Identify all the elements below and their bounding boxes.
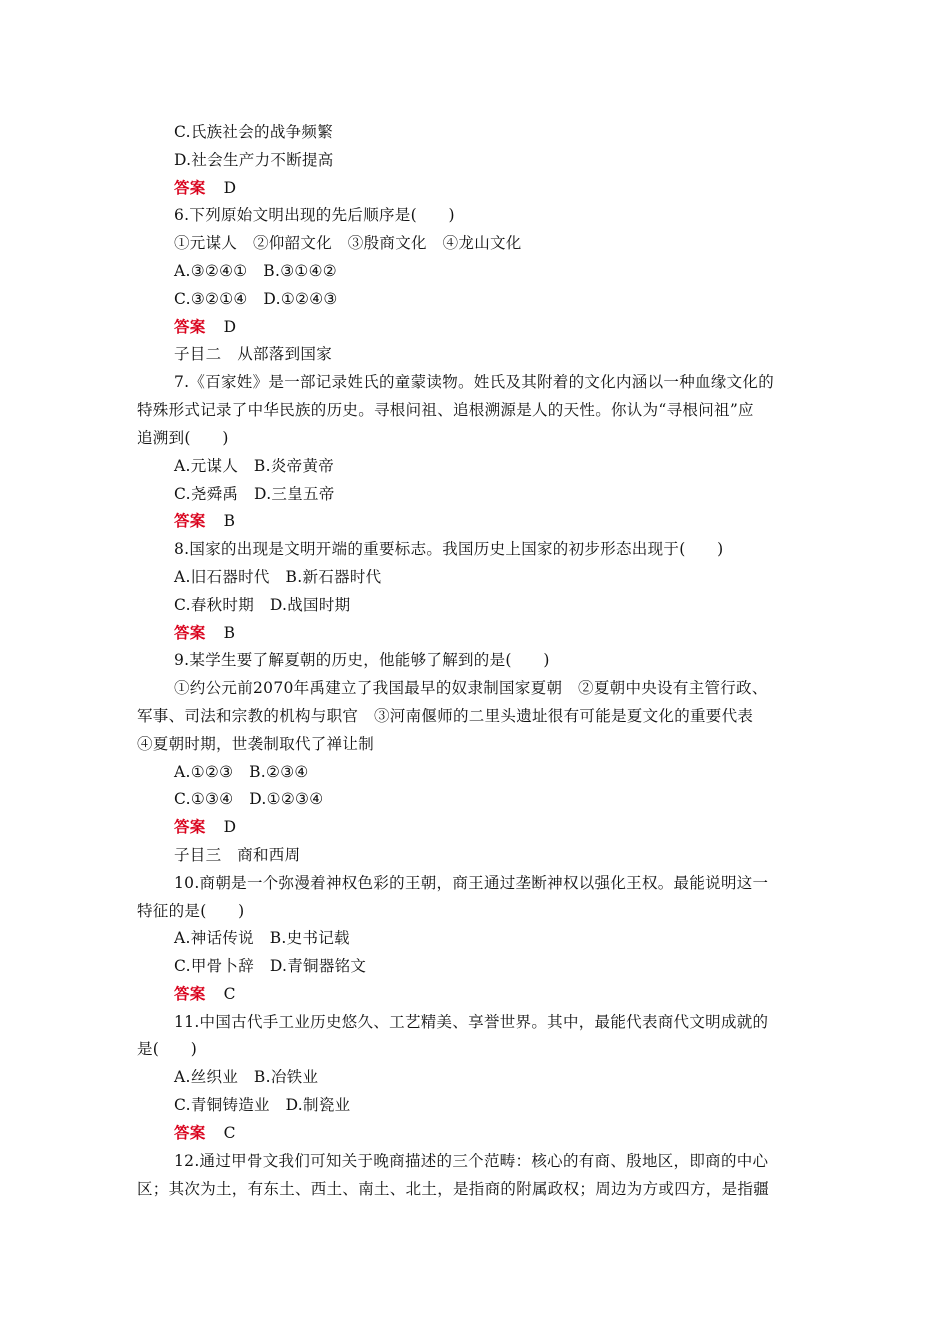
answer-value: B: [223, 512, 236, 530]
answer-label: 答案: [174, 317, 206, 336]
option-line: A.丝织业 B.冶铁业: [174, 1068, 319, 1086]
option-line: A.①②③ B.②③④: [174, 763, 309, 781]
answer-label: 答案: [174, 817, 206, 836]
question-line: 7.《百家姓》是一部记录姓氏的童蒙读物。姓氏及其附着的文化内涵以一种血缘文化的: [174, 373, 774, 391]
question-line: 特殊形式记录了中华民族的历史。寻根问祖、追根溯源是人的天性。你认为“寻根问祖”应: [137, 401, 754, 419]
answer-label: 答案: [174, 178, 206, 197]
section-heading: 子目三 商和西周: [174, 846, 301, 864]
option-line: C.氏族社会的战争频繁: [174, 123, 334, 141]
answer-value: C: [223, 1124, 236, 1142]
option-line: A.旧石器时代 B.新石器时代: [174, 568, 382, 586]
question-line: 6.下列原始文明出现的先后顺序是( ): [174, 206, 455, 224]
question-line: 9.某学生要了解夏朝的历史，他能够了解到的是( ): [174, 651, 550, 669]
option-line: C.③②①④ D.①②④③: [174, 290, 338, 308]
section-heading: 子目二 从部落到国家: [174, 345, 333, 363]
answer-label: 答案: [174, 511, 206, 530]
question-line: 区；其次为土，有东土、西土、南土、北土，是指商的附属政权；周边为方或四方，是指疆: [137, 1180, 770, 1198]
option-line: C.春秋时期 D.战国时期: [174, 596, 351, 614]
question-line: 军事、司法和宗教的机构与职官 ③河南偃师的二里头遗址很有可能是夏文化的重要代表: [137, 707, 754, 725]
answer-line: [174, 817, 236, 837]
question-line: ④夏朝时期，世袭制取代了禅让制: [137, 735, 375, 753]
option-line: D.社会生产力不断提高: [174, 151, 334, 169]
answer-line: [174, 1123, 236, 1143]
answer-value: D: [223, 179, 237, 197]
option-line: C.尧舜禹 D.三皇五帝: [174, 485, 335, 503]
option-line: C.①③④ D.①②③④: [174, 790, 324, 808]
question-line: 8.国家的出现是文明开端的重要标志。我国历史上国家的初步形态出现于( ): [174, 540, 724, 558]
question-line: 11.中国古代手工业历史悠久、工艺精美、享誉世界。其中，最能代表商代文明成就的: [174, 1013, 769, 1031]
question-line: 追溯到( ): [137, 429, 229, 447]
answer-line: [174, 623, 235, 643]
question-line: 12.通过甲骨文我们可知关于晚商描述的三个范畴：核心的有商、殷地区，即商的中心: [174, 1152, 769, 1170]
answer-value: B: [223, 624, 236, 642]
answer-value: C: [223, 985, 236, 1003]
question-line: 特征的是( ): [137, 902, 245, 920]
question-line: 10.商朝是一个弥漫着神权色彩的王朝，商王通过垄断神权以强化王权。最能说明这一: [174, 874, 769, 892]
answer-line: [174, 984, 236, 1004]
option-line: A.③②④① B.③①④②: [174, 262, 338, 280]
answer-line: [174, 511, 235, 531]
option-line: ①元谋人 ②仰韶文化 ③殷商文化 ④龙山文化: [174, 234, 522, 252]
option-line: A.神话传说 B.史书记载: [174, 929, 350, 947]
option-line: C.青铜铸造业 D.制瓷业: [174, 1096, 351, 1114]
answer-label: 答案: [174, 984, 206, 1003]
answer-line: [174, 178, 236, 198]
option-line: A.元谋人 B.炎帝黄帝: [174, 457, 335, 475]
answer-label: 答案: [174, 1123, 206, 1142]
answer-label: 答案: [174, 623, 206, 642]
question-line: ①约公元前2070年禹建立了我国最早的奴隶制国家夏朝 ②夏朝中央设有主管行政、: [174, 679, 768, 697]
answer-line: [174, 317, 236, 337]
option-line: C.甲骨卜辞 D.青铜器铭文: [174, 957, 367, 975]
answer-value: D: [223, 318, 237, 336]
answer-value: D: [223, 818, 237, 836]
question-line: 是( ): [137, 1040, 198, 1058]
